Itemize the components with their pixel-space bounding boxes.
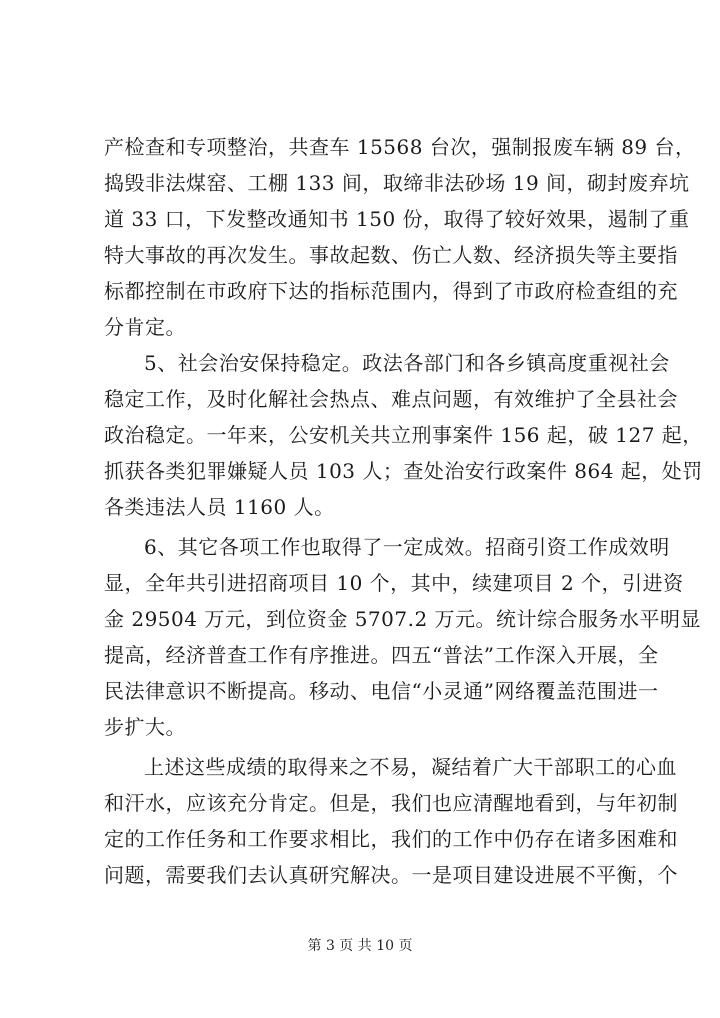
text-line: 显，全年共引进招商项目 10 个，其中，续建项目 2 个，引进资 bbox=[104, 571, 684, 595]
text-line: 各类违法人员 1160 人。 bbox=[104, 495, 335, 519]
text-line: 稳定工作，及时化解社会热点、难点问题，有效维护了全县社会 bbox=[104, 387, 678, 411]
text-line: 提高，经济普查工作有序推进。四五“普法”工作深入开展，全 bbox=[104, 643, 659, 667]
text-line: 步扩大。 bbox=[104, 715, 186, 739]
text-line: 分肯定。 bbox=[104, 315, 186, 339]
text-line: 抓获各类犯罪嫌疑人员 103 人；查处治安行政案件 864 起，处罚 bbox=[104, 459, 703, 483]
page-footer: 第 3 页 共 10 页 bbox=[307, 938, 413, 954]
text-line: 定的工作任务和工作要求相比，我们的工作中仍存在诸多困难和 bbox=[104, 827, 678, 851]
text-line: 特大事故的再次发生。事故起数、伤亡人数、经济损失等主要指 bbox=[104, 243, 678, 267]
text-line: 产检查和专项整治，共查车 15568 台次，强制报废车辆 89 台， bbox=[104, 135, 696, 159]
text-line: 捣毁非法煤窑、工棚 133 间，取缔非法砂场 19 间，砌封废弃坑 bbox=[104, 171, 690, 195]
text-line: 民法律意识不断提高。移动、电信“小灵通”网络覆盖范围进一 bbox=[104, 679, 659, 703]
text-line: 问题，需要我们去认真研究解决。一是项目建设进展不平衡，个 bbox=[104, 863, 678, 887]
paragraph-start-line: 6、其它各项工作也取得了一定成效。招商引资工作成效明 bbox=[144, 535, 670, 559]
paragraph-start-line: 5、社会治安保持稳定。政法各部门和各乡镇高度重视社会 bbox=[144, 351, 670, 375]
text-line: 政治稳定。一年来，公安机关共立刑事案件 156 起，破 127 起， bbox=[104, 423, 703, 447]
text-line: 和汗水，应该充分肯定。但是，我们也应清醒地看到，与年初制 bbox=[104, 791, 678, 815]
paragraph-start-line: 上述这些成绩的取得来之不易，凝结着广大干部职工的心血 bbox=[144, 755, 677, 779]
text-line: 道 33 口，下发整改通知书 150 份，取得了较好效果，遏制了重 bbox=[104, 207, 690, 231]
text-line: 金 29504 万元，到位资金 5707.2 万元。统计综合服务水平明显 bbox=[104, 607, 702, 631]
text-line: 标都控制在市政府下达的指标范围内，得到了市政府检查组的充 bbox=[104, 279, 678, 303]
